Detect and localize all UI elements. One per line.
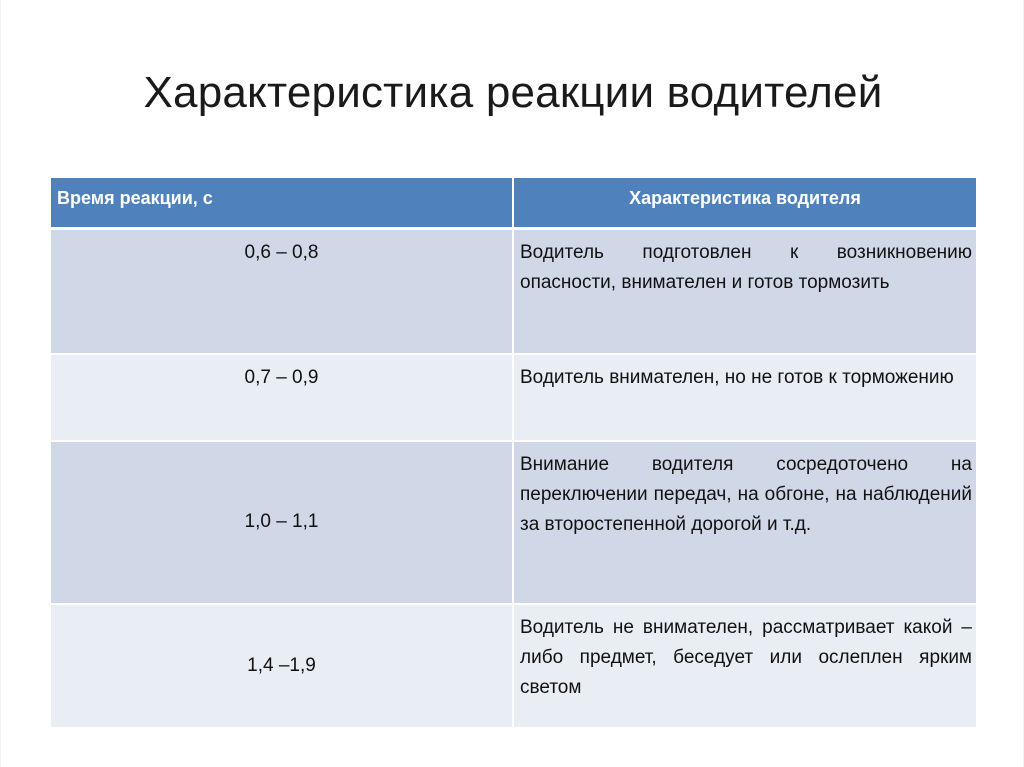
- reaction-time-cell: 0,7 – 0,9: [51, 354, 513, 441]
- driver-description-cell: Водитель не внимателен, рассматривает какой – либо предмет, беседует или ослеплен ярким светом: [513, 604, 976, 728]
- table-row: [51, 354, 976, 441]
- reaction-time-cell: 0,6 – 0,8: [51, 228, 513, 354]
- table-header-row: [51, 178, 976, 228]
- reaction-time-cell: 1,0 – 1,1: [51, 441, 513, 604]
- table-row: [51, 441, 976, 604]
- driver-description-cell: Водитель внимателен, но не готов к торможению: [513, 354, 976, 441]
- table-row: [51, 228, 976, 354]
- column-header-description: Характеристика водителя: [513, 178, 976, 228]
- reaction-table: [51, 178, 976, 729]
- slide-title: Характеристика реакции водителей: [143, 68, 883, 117]
- driver-description-cell: Внимание водителя сосредоточено на переключении передач, на обгоне, на наблюдений за второстепенной дорогой и т.д.: [513, 441, 976, 604]
- table-row: [51, 604, 976, 728]
- column-header-time: Время реакции, с: [51, 178, 513, 228]
- driver-description-cell: Водитель подготовлен к возникновению опасности, внимателен и готов тормозить: [513, 228, 976, 354]
- reaction-time-cell: 1,4 –1,9: [51, 604, 513, 728]
